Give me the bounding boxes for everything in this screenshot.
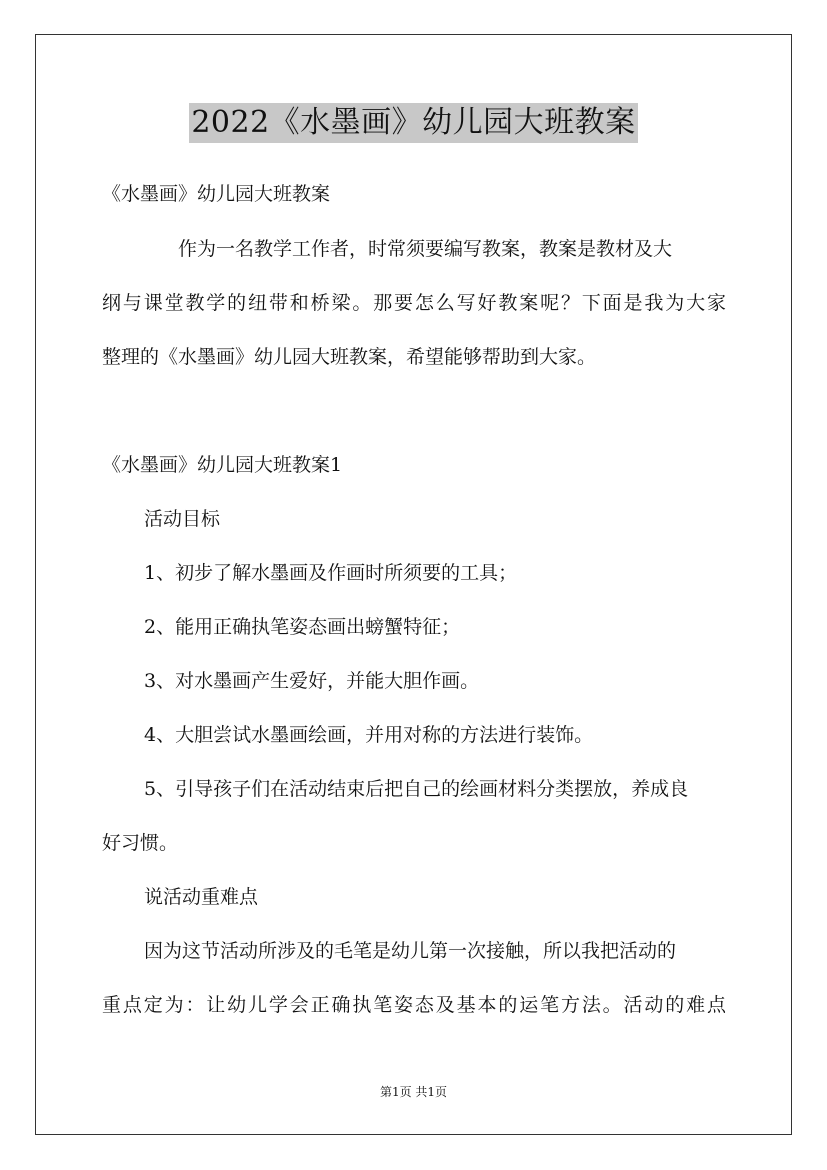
difficulty-heading: 说活动重难点	[144, 886, 259, 908]
intro-line-1: 作为一名教学工作者，时常须要编写教案，教案是教材及大	[178, 238, 673, 260]
goal-item-1: 1、初步了解水墨画及作画时所须要的工具；	[144, 562, 518, 584]
goal-item-4: 4、大胆尝试水墨画绘画，并用对称的方法进行装饰。	[144, 724, 594, 746]
intro-line-3: 整理的《水墨画》幼儿园大班教案，希望能够帮助到大家。	[102, 346, 597, 368]
document-title: 2022《水墨画》幼儿园大班教案	[189, 103, 637, 143]
intro-line-2: 纲与课堂教学的纽带和桥梁。那要怎么写好教案呢？下面是我为大家	[102, 292, 726, 314]
page-footer: 第1页 共1页	[379, 1085, 448, 1099]
difficulty-line-1: 因为这节活动所涉及的毛笔是幼儿第一次接触，所以我把活动的	[144, 940, 677, 962]
goal-item-5: 5、引导孩子们在活动结束后把自己的绘画材料分类摆放，养成良	[144, 778, 689, 800]
goal-item-5-continued: 好习惯。	[102, 832, 179, 854]
document-subtitle: 《水墨画》幼儿园大班教案	[102, 183, 331, 205]
goals-heading: 活动目标	[144, 508, 221, 530]
title-container	[0, 103, 827, 143]
difficulty-line-2: 重点定为：让幼儿学会正确执笔姿态及基本的运笔方法。活动的难点	[102, 994, 726, 1016]
section-heading: 《水墨画》幼儿园大班教案1	[102, 454, 343, 476]
goal-item-2: 2、能用正确执笔姿态画出螃蟹特征；	[144, 616, 461, 638]
goal-item-3: 3、对水墨画产生爱好，并能大胆作画。	[144, 670, 480, 692]
